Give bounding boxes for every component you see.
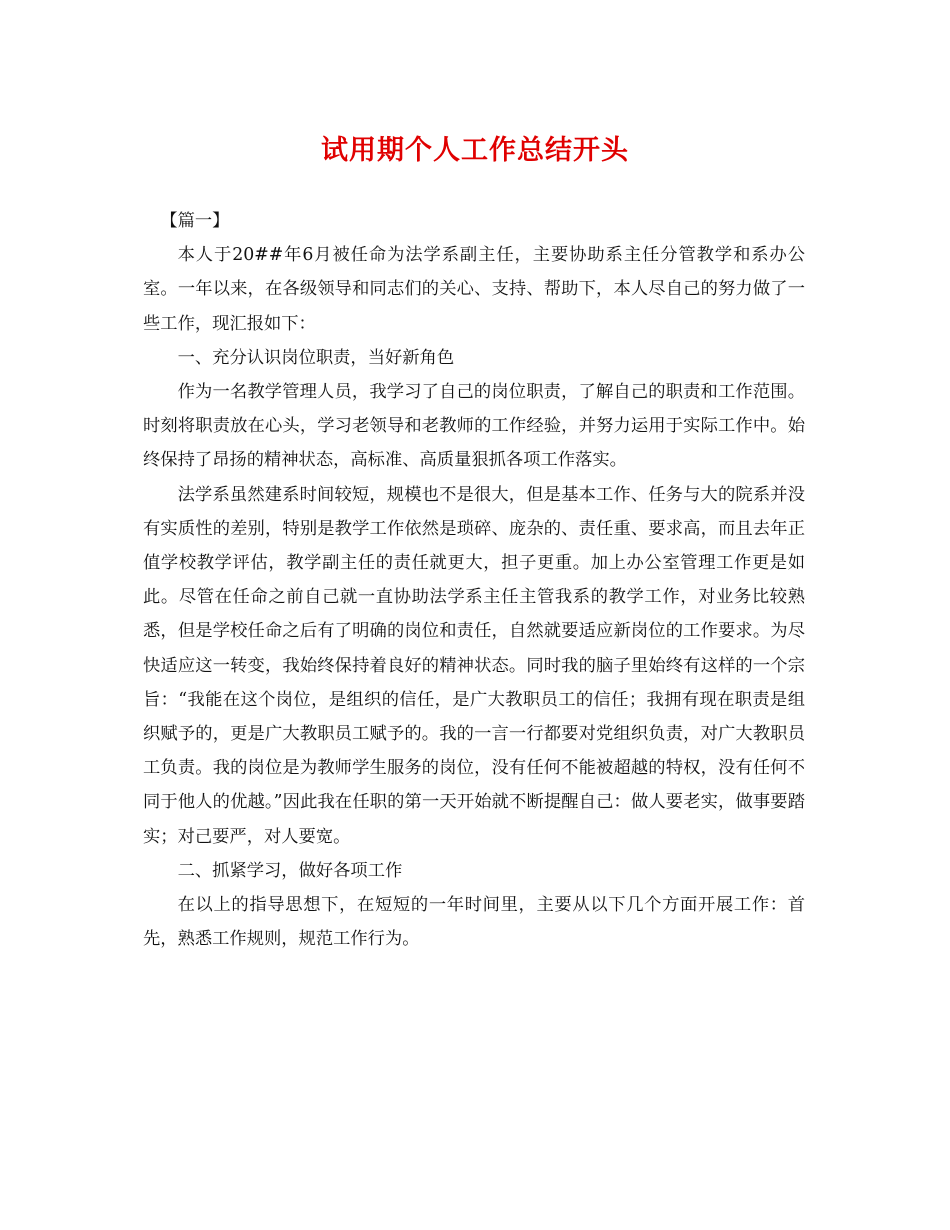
section-heading-1: 一、充分认识岗位职责，当好新角色 [177, 347, 455, 368]
paragraph-work: 在以上的指导思想下，在短短的一年时间里，主要从以下几个方面开展工作：首先，熟悉工作规则，规范工作行为。 [143, 895, 805, 950]
document-title: 试用期个人工作总结开头 [321, 135, 629, 166]
section-heading-2: 二、抓紧学习，做好各项工作 [177, 860, 403, 881]
paragraph-department: 法学系虽然建系时间较短，规模也不是很大，但是基本工作、任务与大的院系并没有实质性的差别，特别是教学工作依然是琐碎、庞杂的、责任重、要求高，而且去年正值学校教学评估，教学副主任的责任就更大，担子更重。加上办公室管理工作更是如此。尽管在任命之前自己就一直协助法学系主任主管我系的教学工作，对业务比较熟悉，但是学校任命之后有了明确的岗位和责任，自然就要适应新岗位的工作要求。为尽快适应这一转变，我始终保持着良好的精神状态。同时我的脑子里始终有这样的一个宗旨：“我能在这个岗位，是组织的信任，是广大教职员工的信任；我拥有现在职责是组织赋予的，更是广大教职员工赋予的。我的一言一行都要对党组织负责，对广大教职员工负责。我的岗位是为教师学生服务的岗位，没有任何不能被超越的特权，没有任何不同于他人的优越。”因此我在任职的第一天开始就不断提醒自己：做人要老实，做事要踏实；对己要严，对人要宽。 [143, 484, 805, 847]
paragraph-role: 作为一名教学管理人员，我学习了自己的岗位职责，了解自己的职责和工作范围。时刻将职责放在心头，学习老领导和老教师的工作经验，并努力运用于实际工作中。始终保持了昂扬的精神状态，高标准、高质量狠抓各项工作落实。 [143, 382, 805, 471]
section-marker: 【篇一】 [160, 211, 230, 231]
document-body [143, 204, 805, 956]
paragraph-intro: 本人于20##年6月被任命为法学系副主任，主要协助系主任分管教学和系办公室。一年以来，在各级领导和同志们的关心、支持、帮助下，本人尽自己的努力做了一些工作，现汇报如下： [143, 245, 805, 334]
